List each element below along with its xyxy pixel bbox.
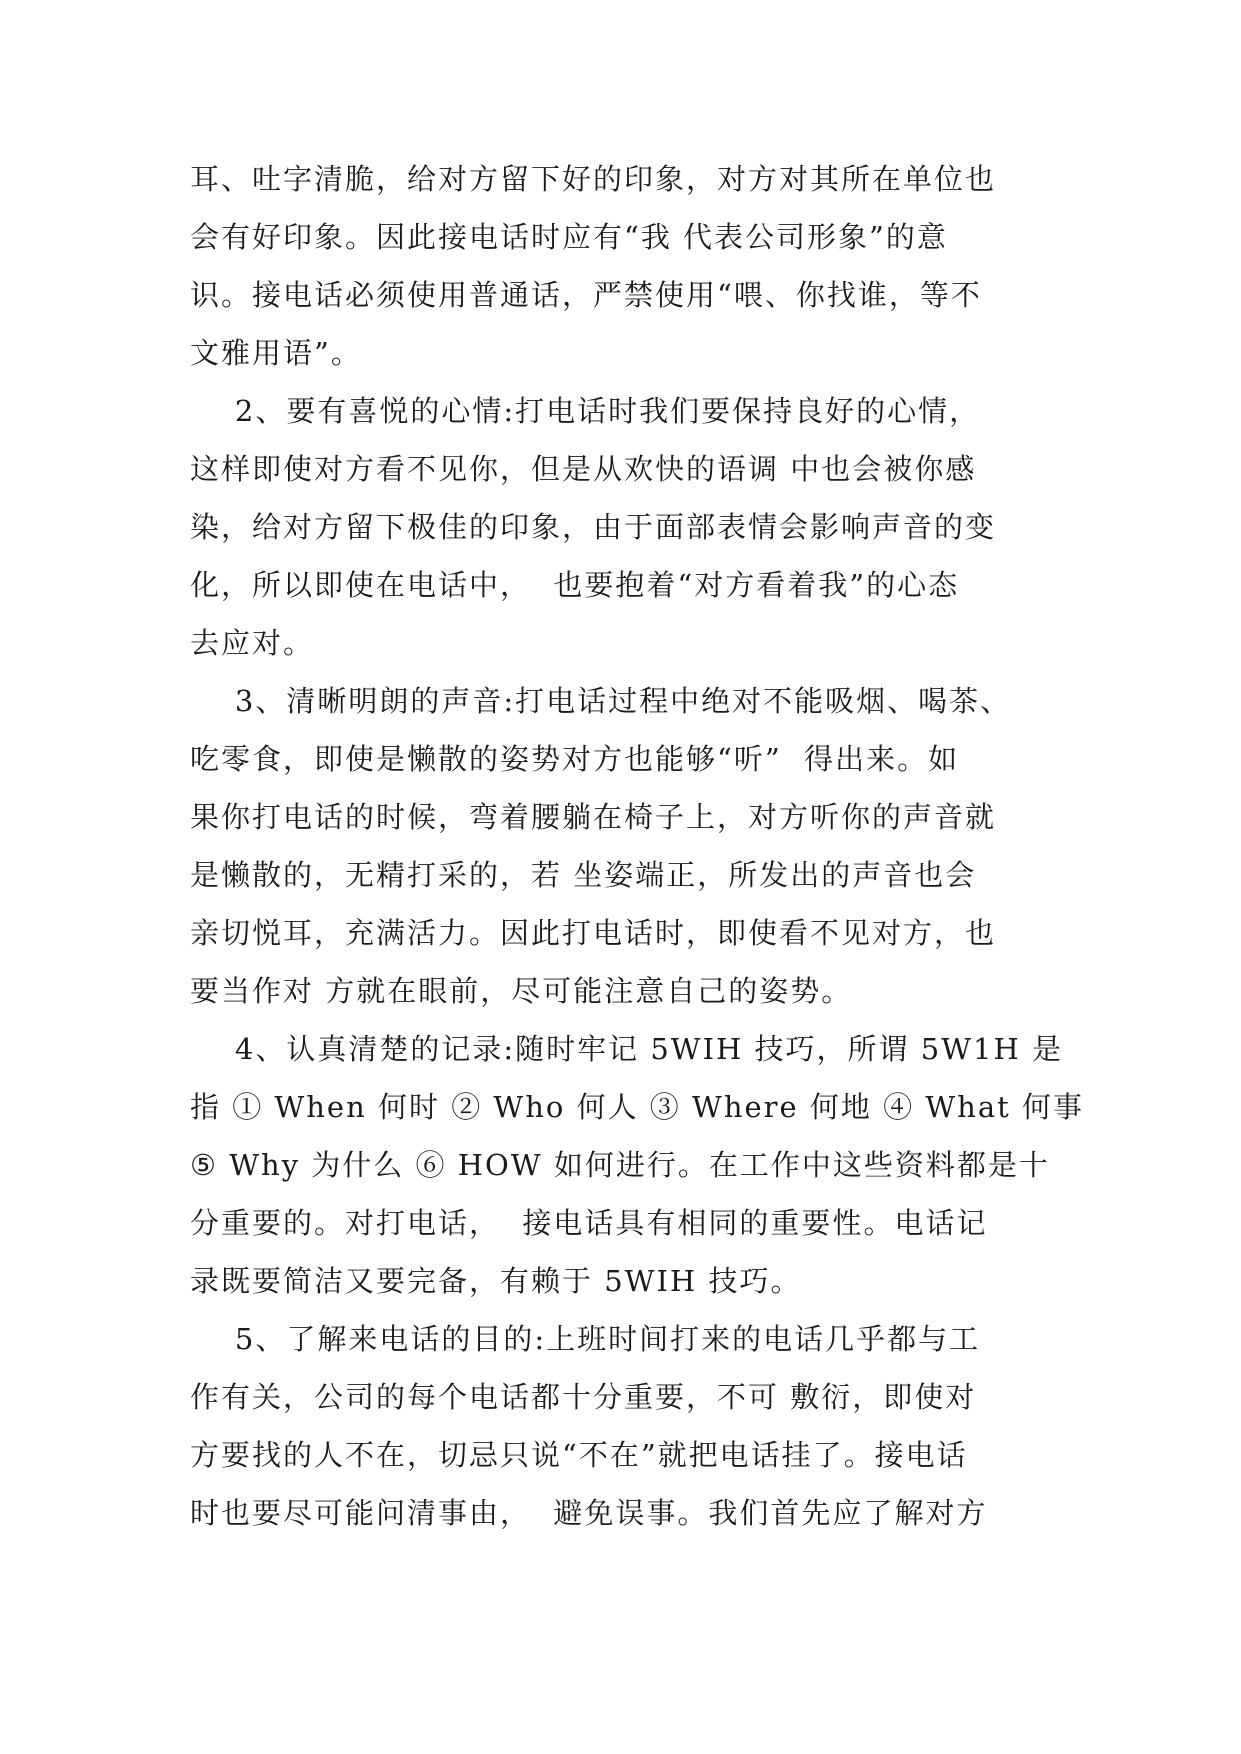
paragraph-4 bbox=[190, 1020, 1084, 1310]
text-line: 录既要简洁又要完备，有赖于 5WIH 技巧。 bbox=[190, 1264, 802, 1298]
text-line: 去应对。 bbox=[190, 626, 315, 660]
text-line: 指 ① When 何时 ② Who 何人 ③ Where 何地 ④ What 何事 bbox=[190, 1090, 1084, 1124]
text-line: 2、要有喜悦的心情:打电话时我们要保持良好的心情， bbox=[190, 394, 981, 428]
text-line: 方要找的人不在，切忌只说“不在”就把电话挂了。接电话 bbox=[190, 1438, 968, 1472]
text-line: 吃零食，即使是懒散的姿势对方也能够“听” 得出来。如 bbox=[190, 742, 960, 776]
paragraph-2 bbox=[190, 382, 1060, 672]
text-line: 这样即使对方看不见你，但是从欢快的语调 中也会被你感 bbox=[190, 452, 977, 486]
text-line: 要当作对 方就在眼前，尽可能注意自己的姿势。 bbox=[190, 974, 853, 1008]
document-body bbox=[190, 150, 1084, 1542]
text-line: 分重要的。对打电话， 接电话具有相同的重要性。电话记 bbox=[190, 1206, 988, 1240]
text-line: 文雅用语”。 bbox=[190, 336, 362, 370]
text-line: 识。接电话必须使用普通话，严禁使用“喂、你找谁，等不 bbox=[190, 278, 982, 312]
paragraph-5 bbox=[190, 1310, 1060, 1542]
text-line: ⑤ Why 为什么 ⑥ HOW 如何进行。在工作中这些资料都是十 bbox=[190, 1148, 1050, 1182]
text-line: 化，所以即使在电话中， 也要抱着“对方看着我”的心态 bbox=[190, 568, 960, 602]
text-line: 染，给对方留下极佳的印象，由于面部表情会影响声音的变 bbox=[190, 510, 997, 544]
text-line: 4、认真清楚的记录:随时牢记 5WIH 技巧，所谓 5W1H 是 bbox=[190, 1032, 1063, 1066]
text-line: 会有好印象。因此接电话时应有“我 代表公司形象”的意 bbox=[190, 220, 948, 254]
text-line: 果你打电话的时候，弯着腰躺在椅子上，对方听你的声音就 bbox=[190, 800, 997, 834]
paragraph-3 bbox=[190, 672, 1060, 1020]
text-line: 时也要尽可能问清事由， 避免误事。我们首先应了解对方 bbox=[190, 1496, 988, 1530]
text-line: 亲切悦耳，充满活力。因此打电话时，即使看不见对方，也 bbox=[190, 916, 997, 950]
text-line: 是懒散的，无精打采的，若 坐姿端正，所发出的声音也会 bbox=[190, 858, 977, 892]
text-line: 5、了解来电话的目的:上班时间打来的电话几乎都与工 bbox=[190, 1322, 981, 1356]
paragraph-1 bbox=[190, 150, 1060, 382]
text-line: 作有关，公司的每个电话都十分重要，不可 敷衍，即使对 bbox=[190, 1380, 977, 1414]
text-line: 3、清晰明朗的声音:打电话过程中绝对不能吸烟、喝茶、 bbox=[190, 684, 1012, 718]
text-line: 耳、吐字清脆，给对方留下好的印象，对方对其所在单位也 bbox=[190, 162, 997, 196]
